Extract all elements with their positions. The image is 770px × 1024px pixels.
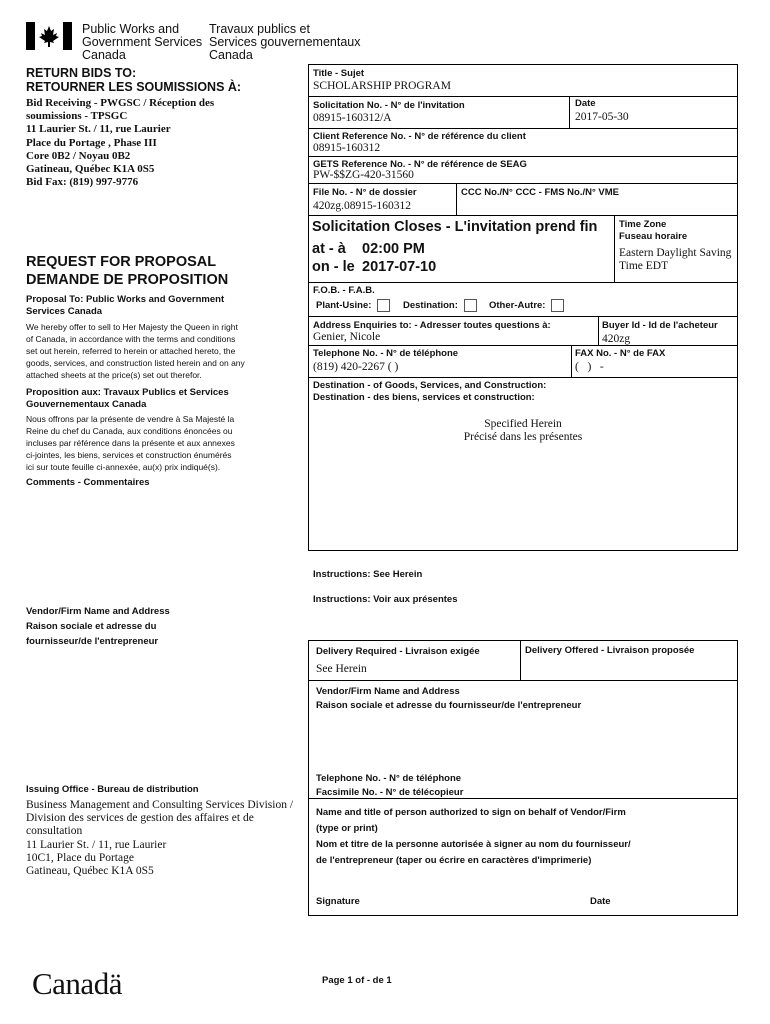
close-time-value: 02:00 PM [362,241,425,257]
return-bids-heading: RETURN BIDS TO: RETOURNER LES SOUMISSIONS À: [26,66,242,94]
canada-flag-logo [26,22,72,50]
fax-value: ( ) - [575,361,604,373]
fax-label: FAX No. - N° de FAX [575,348,666,359]
issuing-office-address: Business Management and Consulting Services Division / Division des services de gestion des affaires et de consultation 11 Laurier St. / 11, rue Laurier 10C1, Place du Portage Gatineau, Québec K1A 0S5 [26,799,294,878]
department-name-fr: Travaux publics et Services gouvernementaux Canada [209,22,361,62]
file-no-label: File No. - N° de dossier [313,187,417,198]
buyer-id-value: 420zg [602,333,631,345]
destination-value: Specified Herein Précisé dans les présentes [463,418,583,443]
title-value: SCHOLARSHIP PROGRAM [313,80,451,92]
close-date-value: 2017-07-10 [362,259,437,275]
page-number: Page 1 of - de 1 [322,975,392,986]
comments-label: Comments - Commentaires [26,477,150,488]
plant-usine-option[interactable]: Plant-Usine: [316,299,390,312]
buyer-id-label: Buyer Id - Id de l'acheteur [602,320,718,331]
gets-ref-value: PW-$$ZG-420-31560 [313,169,414,181]
proposal-to-en: Proposal To: Public Works and Government Services Canada [26,294,225,317]
vendor-name-label-left: Vendor/Firm Name and Address Raison sociale et adresse du fournisseur/de l'entrepreneur [26,606,170,647]
solicitation-closes-label: Solicitation Closes - L'invitation prend fin [312,219,598,235]
close-at-label: at - à [312,241,346,257]
address-enquiries-label: Address Enquiries to: - Adresser toutes questions à: [313,320,551,331]
delivery-required-label: Delivery Required - Livraison exigée [316,646,480,657]
date-label: Date [575,98,596,109]
offer-text-en: We hereby offer to sell to Her Majesty the Queen in right of Canada, in accordance with the terms and conditions set out herein, referred to herein or attached hereto, the goods, services, and construction listed herein and on any attached sheets at the price(s) set out therefor. [26,322,245,380]
client-ref-label: Client Reference No. - N° de référence du client [313,131,526,142]
telephone-value: (819) 420-2267 ( ) [313,361,399,373]
offer-text-fr: Nous offrons par la présente de vendre à Sa Majesté la Reine du chef du Canada, aux conditions énoncées ou incluses par référence dans la présente et aux annexes ci-jointes, les biens, services et construction énumérés ici sur toute feuille ci-annexée, au(x) prix indiqué(s). [26,414,235,472]
destination-checkbox[interactable] [464,299,477,312]
department-name-en: Public Works and Government Services Canada [82,22,203,62]
destination-goods-label: Destination - of Goods, Services, and Construction: Destination - des biens, services et construction: [313,380,547,403]
telephone-label: Telephone No. - N° de téléphone [313,348,459,359]
destination-option[interactable]: Destination: [403,299,477,312]
time-zone-label: Time Zone Fuseau horaire [619,219,688,242]
address-enquiries-value: Genier, Nicole [313,331,381,343]
issuing-office-label: Issuing Office - Bureau de distribution [26,784,199,795]
instructions-fr: Instructions: Voir aux présentes [313,594,458,605]
file-no-value: 420zg.08915-160312 [313,200,412,212]
delivery-required-value: See Herein [316,663,367,675]
time-zone-value: Eastern Daylight Saving Time EDT [619,247,732,272]
solicitation-no-label: Solicitation No. - N° de l'invitation [313,100,465,111]
rfp-heading: REQUEST FOR PROPOSAL DEMANDE DE PROPOSITION [26,254,229,288]
date-value: 2017-05-30 [575,111,629,123]
delivery-offered-label: Delivery Offered - Livraison proposée [525,645,695,656]
plant-checkbox[interactable] [377,299,390,312]
instructions-en: Instructions: See Herein [313,569,423,580]
authorized-person-label: Name and title of person authorized to sign on behalf of Vendor/Firm (type or print) Nom et titre de la personne autorisée à signer au nom du fournisseur/ de l'entrepreneur (taper ou écrire en caractères d'imprimerie) [316,807,631,866]
bid-receiving-address: Bid Receiving - PWGSC / Réception des soumissions - TPSGC 11 Laurier St. / 11, rue Laurier Place du Portage , Phase III Core 0B2 / Noyau 0B2 Gatineau, Québec K1A 0S5 Bid Fax: (819) 997-9776 [26,97,215,189]
gets-ref-label: GETS Reference No. - N° de référence de SEAG [313,159,527,170]
title-label: Title - Sujet [313,68,365,79]
ccc-no-label: CCC No./N° CCC - FMS No./N° VME [461,187,620,198]
signature-label: Signature [316,896,360,907]
canada-wordmark: Canadä [32,966,122,1001]
vendor-name-label: Vendor/Firm Name and Address Raison sociale et adresse du fournisseur/de l'entrepreneur [316,686,582,711]
proposal-to-fr: Proposition aux: Travaux Publics et Services Gouvernementaux Canada [26,387,229,410]
other-autre-option[interactable]: Other-Autre: [489,299,564,312]
solicitation-no-value: 08915-160312/A [313,112,392,124]
tel-fax-labels: Telephone No. - N° de téléphone Facsimile No. - N° de télécopieur [316,773,464,798]
close-on-label: on - le [312,259,355,275]
client-ref-value: 08915-160312 [313,142,381,154]
other-checkbox[interactable] [551,299,564,312]
fob-label: F.O.B. - F.A.B. [313,285,375,296]
signature-date-label: Date [590,896,611,907]
